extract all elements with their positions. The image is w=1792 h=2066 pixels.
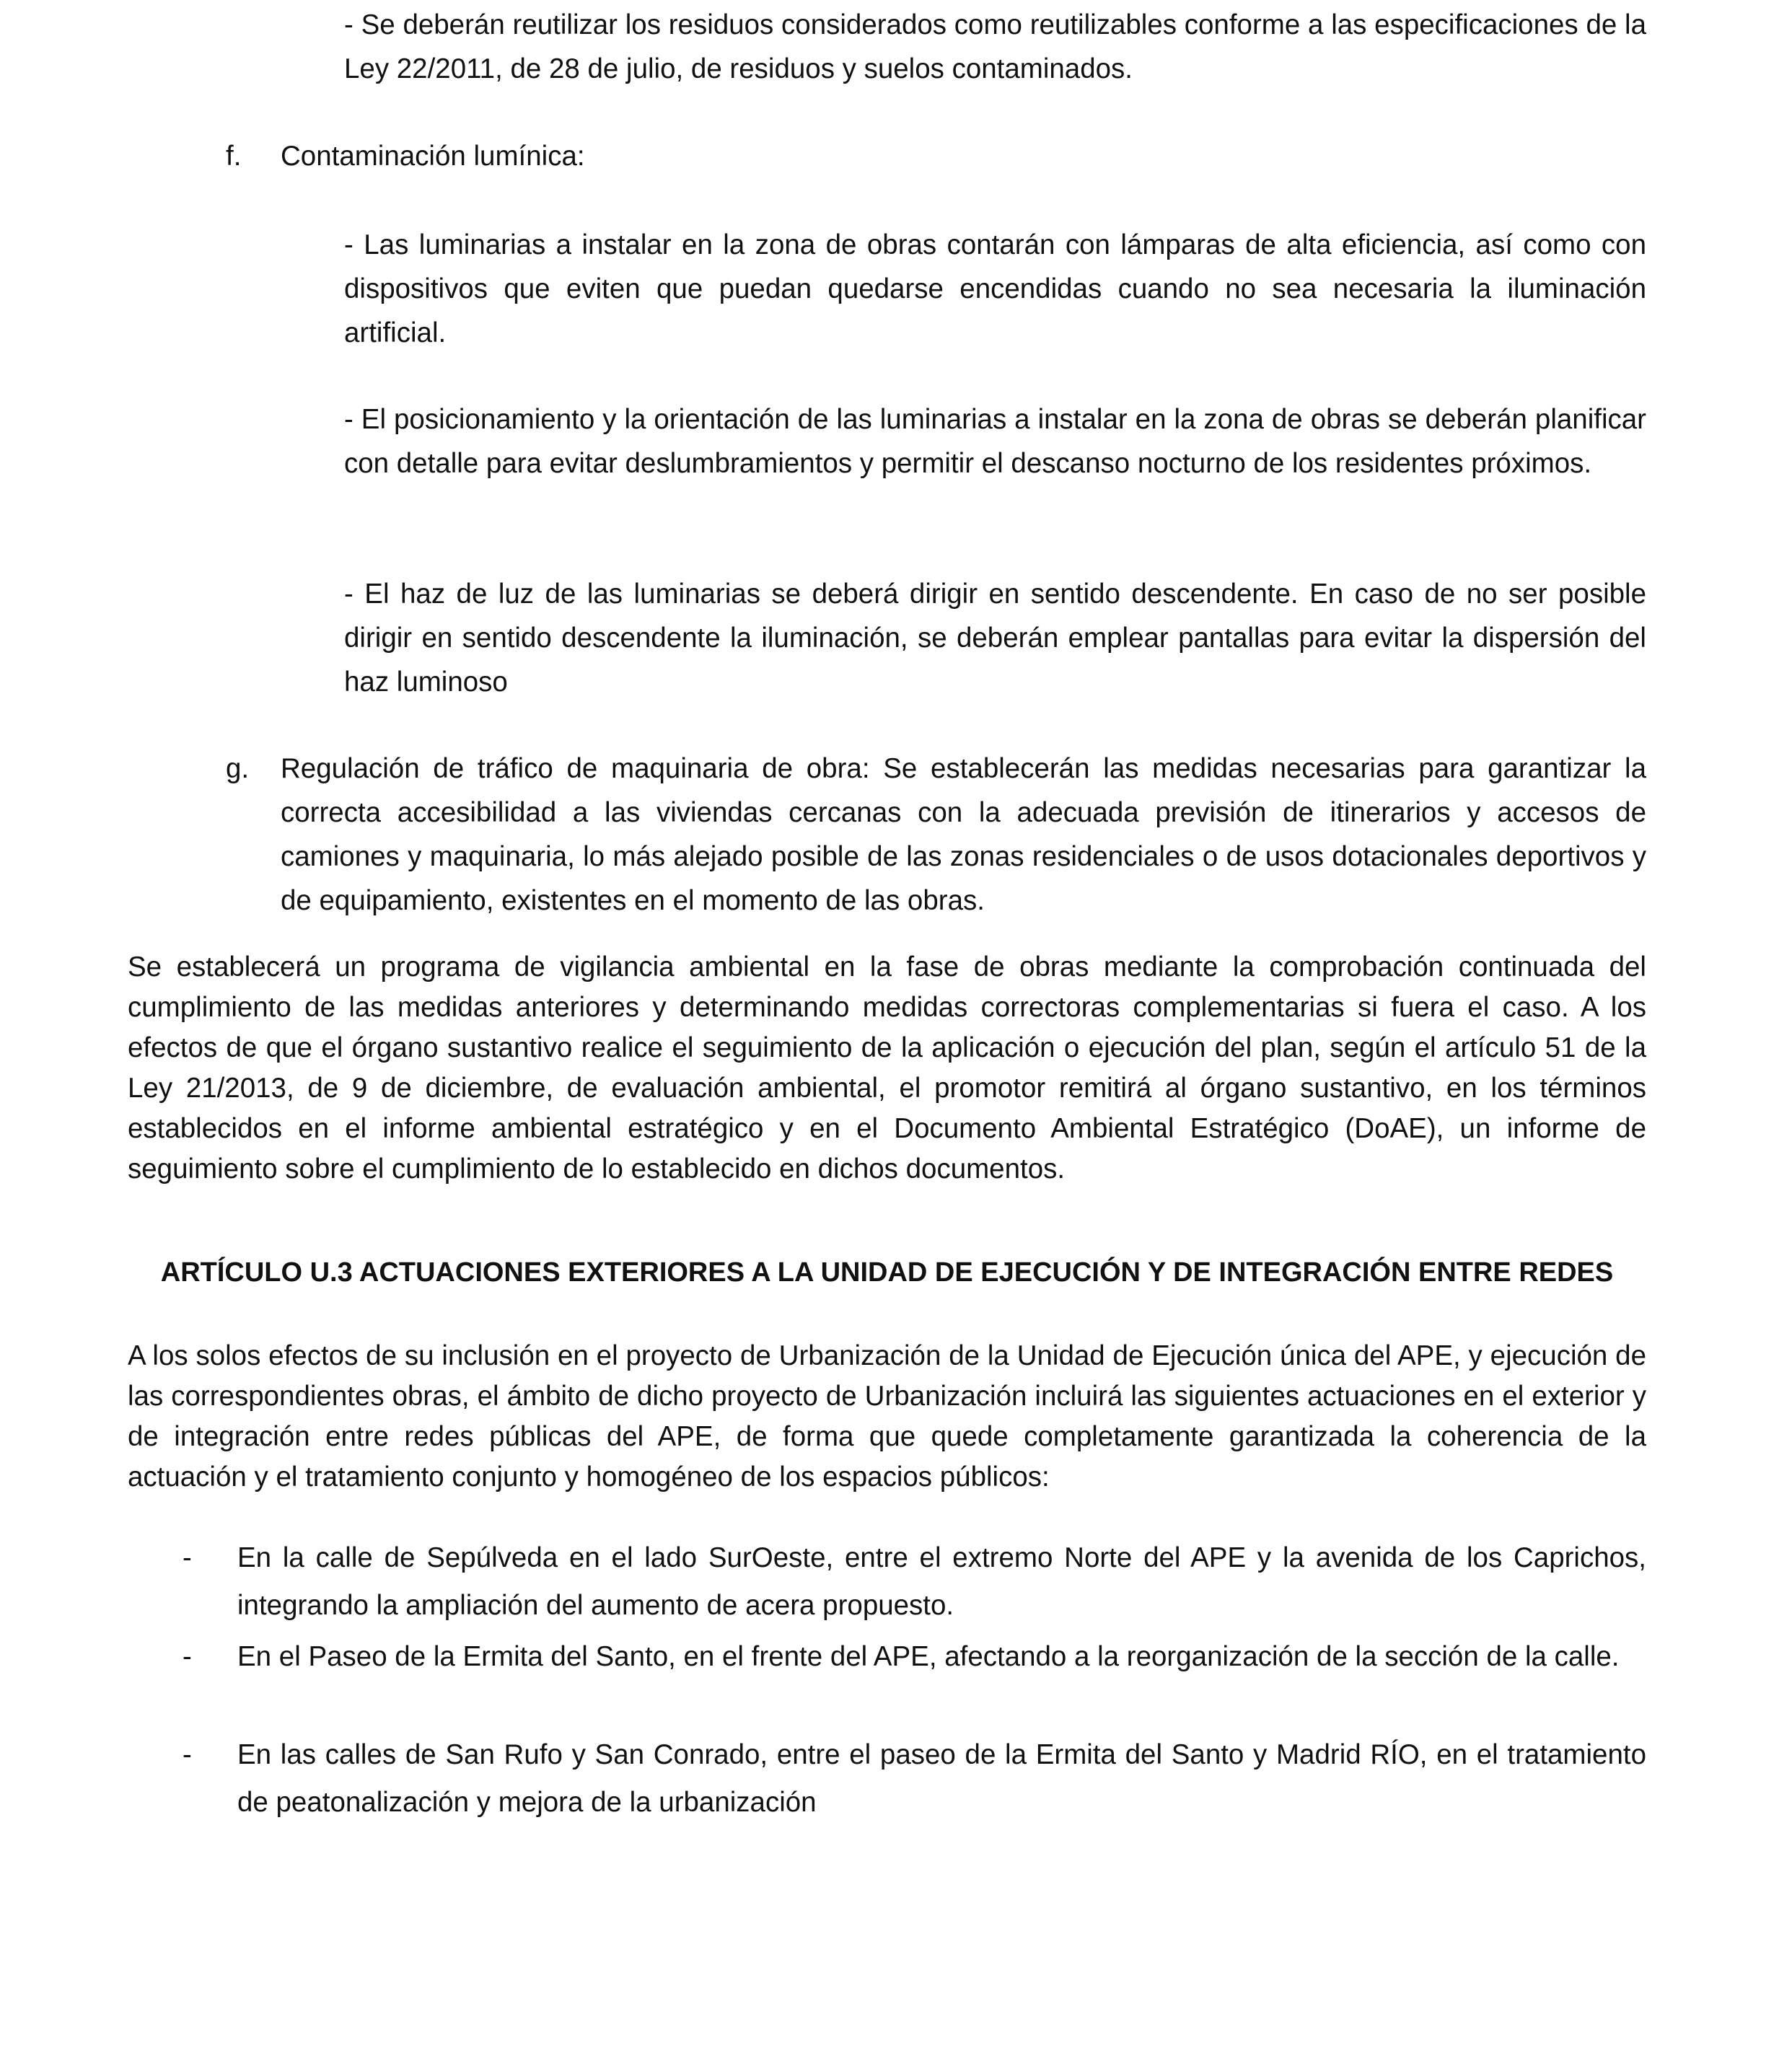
actuacion-item-3: En las calles de San Rufo y San Conrado, entre el paseo de la Ermita del Santo y Madrid RÍO, en el tratamiento de peatonalización y mejora de la urbanización [237,1739,1646,1818]
section-f-marker: f. [226,141,242,172]
section-f-bullet-1: - Las luminarias a instalar en la zona de obras contarán con lámparas de alta eficiencia, así como con dispositivos que eviten que puedan quedarse encendidas cuando no sea necesaria la iluminación artificial. [344,229,1646,348]
vigilancia-paragraph: Se establecerá un programa de vigilancia ambiental en la fase de obras mediante la comprobación continuada del cumplimiento de las medidas anteriores y determinando medidas correctoras complementarias si fuera el caso. A los efectos de que el órgano sustantivo realice el seguimiento de la aplicación o ejecución del plan, según el artículo 51 de la Ley 21/2013, de 9 de diciembre, de evaluación ambiental, el promotor remitirá al órgano sustantivo, en los términos establecidos en el informe ambiental estratégico y en el Documento Ambiental Estratégico (DoAE), un informe de seguimiento sobre el cumplimiento de lo establecido en dichos documentos. [128,951,1646,1184]
section-g-marker: g. [226,753,250,784]
actuacion-dash-3: - [183,1739,192,1770]
article-intro: A los solos efectos de su inclusión en el proyecto de Urbanización de la Unidad de Ejecución única del APE, y ejecución de las correspondientes obras, el ámbito de dicho proyecto de Urbanización incluirá las siguientes actuaciones en el exterior y de integración entre redes públicas del APE, de forma que quede completamente garantizada la coherencia de la actuación y el tratamiento conjunto y homogéneo de los espacios públicos: [128,1340,1646,1493]
actuacion-item-1: En la calle de Sepúlveda en el lado SurOeste, entre el extremo Norte del APE y la avenida de los Caprichos, integrando la ampliación del aumento de acera propuesto. [237,1542,1646,1621]
residuos-reuse-bullet: - Se deberán reutilizar los residuos considerados como reutilizables conforme a las especificaciones de la Ley 22/2011, de 28 de julio, de residuos y suelos contaminados. [344,9,1646,84]
actuacion-item-2: En el Paseo de la Ermita del Santo, en el frente del APE, afectando a la reorganización de la sección de la calle. [237,1641,1620,1672]
actuacion-dash-1: - [183,1542,192,1573]
section-f-bullet-3: - El haz de luz de las luminarias se deberá dirigir en sentido descendente. En caso de no ser posible dirigir en sentido descendente la iluminación, se deberán emplear pantallas para evitar la dispersión del haz luminoso [344,579,1646,698]
article-heading: ARTÍCULO U.3 ACTUACIONES EXTERIORES A LA UNIDAD DE EJECUCIÓN Y DE INTEGRACIÓN ENTRE REDES [160,1257,1614,1288]
section-g-text: Regulación de tráfico de maquinaria de obra: Se establecerán las medidas necesarias para garantizar la correcta accesibilidad a las viviendas cercanas con la adecuada previsión de itinerarios y accesos de camiones y maquinaria, lo más alejado posible de las zonas residenciales o de usos dotacionales deportivos y de equipamiento, existentes en el momento de las obras. [281,753,1646,916]
actuacion-dash-2: - [183,1641,192,1672]
section-f-bullet-2: - El posicionamiento y la orientación de las luminarias a instalar en la zona de obras se deberán planificar con detalle para evitar deslumbramientos y permitir el descanso nocturno de los residentes próximos. [344,404,1646,479]
section-f-title: Contaminación lumínica: [281,141,585,172]
